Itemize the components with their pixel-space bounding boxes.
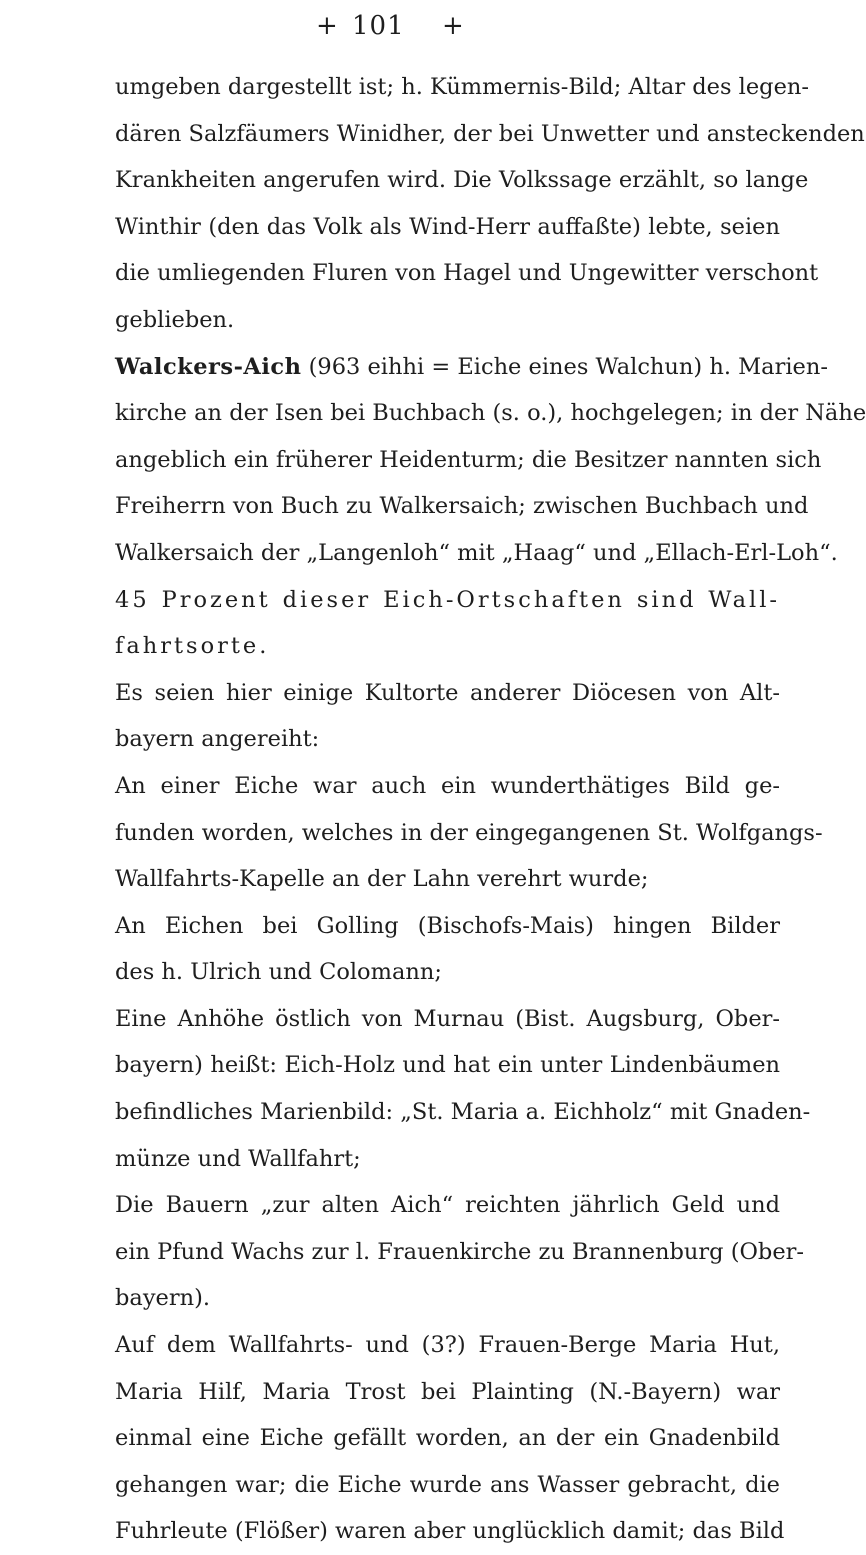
text-line: befindliches Marienbild: „St. Maria a. Eichholz“ mit Gnaden- bbox=[115, 1099, 811, 1126]
text-line: geblieben. bbox=[115, 306, 235, 333]
text-line: Walkersaich der „Langenloh“ mit „Haag“ und „Ellach-Erl-Loh“. bbox=[115, 539, 838, 566]
text-line: Die Bauern „zur alten Aich“ reichten jährlich Geld und bbox=[115, 1192, 780, 1219]
entry-headword: Walckers-Aich bbox=[115, 353, 302, 380]
text-line: bayern) heißt: Eich-Holz und hat ein unter Lindenbäumen bbox=[115, 1052, 780, 1079]
text-line: Maria Hilf, Maria Trost bei Plainting (N.-Bayern) war bbox=[115, 1378, 780, 1405]
emphasized-line: fahrtsorte. bbox=[115, 633, 270, 660]
page-header bbox=[0, 6, 800, 46]
text-line: Winthir (den das Volk als Wind-Herr auffaßte) lebte, seien bbox=[115, 213, 780, 240]
text-line: Eine Anhöhe östlich von Murnau (Bist. Augsburg, Ober- bbox=[115, 1005, 780, 1032]
text-line: bayern). bbox=[115, 1285, 211, 1312]
page-number: 101 bbox=[352, 11, 405, 41]
text-line: einmal eine Eiche gefällt worden, an der ein Gnadenbild bbox=[115, 1425, 780, 1452]
text-line: An einer Eiche war auch ein wunderthätiges Bild ge- bbox=[115, 772, 780, 799]
text-line: Es seien hier einige Kultorte anderer Diöcesen von Alt- bbox=[115, 679, 780, 706]
text-line: dären Salzfäumers Winidher, der bei Unwetter und ansteckenden bbox=[115, 120, 865, 147]
text-line: kirche an der Isen bei Buchbach (s. o.), hochgelegen; in der Nähe bbox=[115, 400, 866, 427]
text-line: funden worden, welches in der eingegangenen St. Wolfgangs- bbox=[115, 819, 823, 846]
text-line: Auf dem Wallfahrts- und (3?) Frauen-Berge Maria Hut, bbox=[115, 1332, 780, 1359]
text-line: münze und Wallfahrt; bbox=[115, 1145, 361, 1172]
emphasized-line: 45 Prozent dieser Eich-Ortschaften sind Wall- bbox=[115, 586, 780, 613]
header-ornament-right: + bbox=[442, 11, 464, 41]
text-line: An Eichen bei Golling (Bischofs-Mais) hingen Bilder bbox=[115, 912, 780, 939]
text-line: angeblich ein früherer Heidenturm; die Besitzer nannten sich bbox=[115, 446, 822, 473]
header-ornament-left: + bbox=[316, 11, 338, 41]
entry-first-line-text: (963 eihhi = Eiche eines Walchun) h. Marien- bbox=[301, 353, 828, 380]
text-line: des h. Ulrich und Colomann; bbox=[115, 959, 442, 986]
text-line: Krankheiten angerufen wird. Die Volkssage erzählt, so lange bbox=[115, 167, 809, 194]
body-text bbox=[115, 64, 866, 1555]
text-line: die umliegenden Fluren von Hagel und Ungewitter verschont bbox=[115, 260, 819, 287]
text-line: Wallfahrts-Kapelle an der Lahn verehrt wurde; bbox=[115, 866, 649, 893]
text-line: bayern angereiht: bbox=[115, 726, 320, 753]
text-line: Freiherrn von Buch zu Walkersaich; zwischen Buchbach und bbox=[115, 493, 809, 520]
text-line: Fuhrleute (Flößer) waren aber unglücklich damit; das Bild bbox=[115, 1518, 785, 1545]
text-line: gehangen war; die Eiche wurde ans Wasser gebracht, die bbox=[115, 1471, 780, 1498]
entry-first-line bbox=[115, 344, 828, 391]
text-line: umgeben dargestellt ist; h. Kümmernis-Bild; Altar des legen- bbox=[115, 74, 809, 100]
text-line: ein Pfund Wachs zur l. Frauenkirche zu Brannenburg (Ober- bbox=[115, 1238, 805, 1265]
